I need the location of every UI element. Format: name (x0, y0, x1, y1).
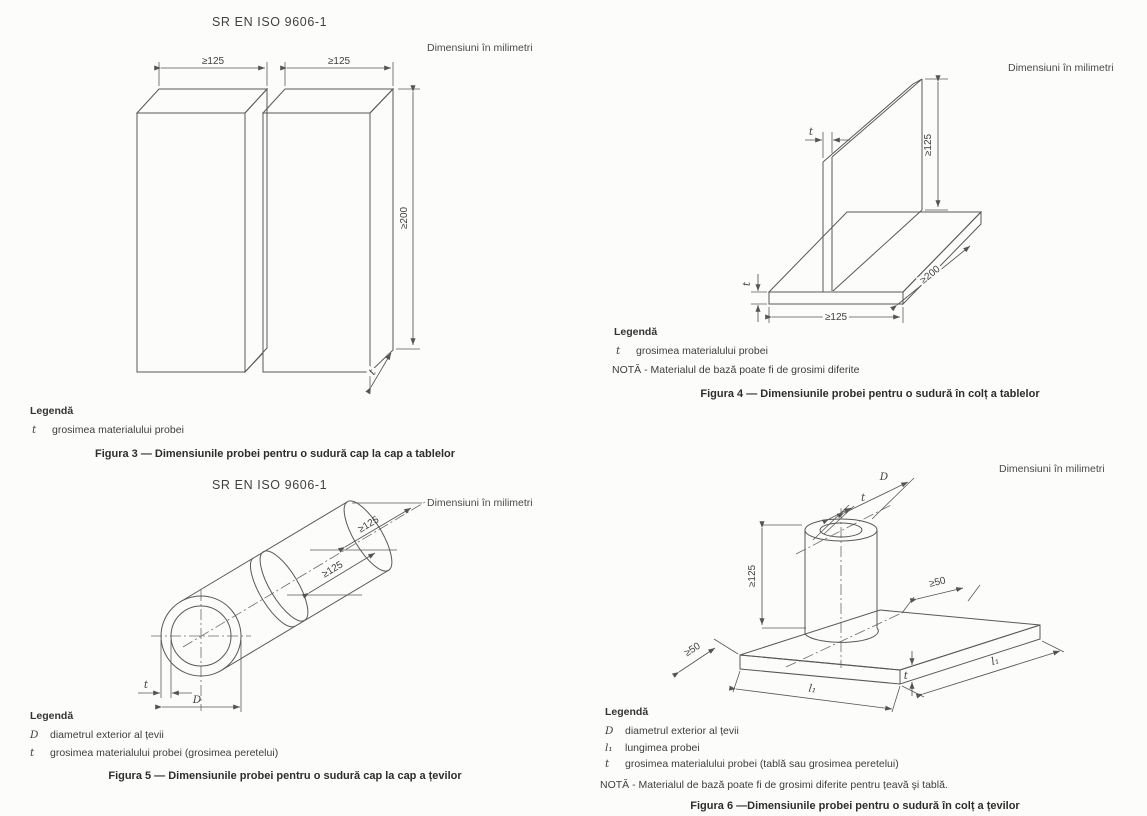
fig6-dim-edge-left: ≥50 (682, 640, 703, 660)
fig3-dim-width-left: ≥125 (201, 56, 225, 67)
fig4-legend-item (616, 343, 768, 359)
fig6-legend-item-t (605, 756, 899, 772)
figure5-pipe (151, 495, 425, 711)
dim-note-fig3: Dimensiuni în milimetri (427, 42, 533, 54)
fig6-legend-symbol-l1: l₁ (605, 742, 613, 754)
standard-reference-top: SR EN ISO 9606-1 (212, 15, 328, 29)
fig5-legend-text-d: diametrul exterior al țevii (50, 729, 164, 741)
fig6-legend-symbol-d: D (605, 725, 614, 737)
figure4-tjoint (769, 79, 981, 304)
fig5-dim-diameter: D (192, 694, 202, 706)
fig5-legend-item-d (30, 727, 164, 743)
dim-note-fig5: Dimensiuni în milimetri (427, 497, 533, 509)
fig5-caption: Figura 5 — Dimensiunile probei pentru o sudură cap la cap a țevilor (108, 770, 462, 782)
fig4-dim-width: ≥125 (824, 312, 848, 323)
fig6-dim-length-bottom: l₁ (807, 682, 817, 696)
fig5-dim-segment1: ≥125 (356, 514, 382, 536)
fig3-dim-height: ≥200 (399, 206, 410, 230)
fig6-legend-text-t: grosimea materialului probei (tablă sau grosimea peretelui) (625, 758, 899, 770)
dim-note-fig6: Dimensiuni în milimetri (999, 463, 1105, 475)
fig6-dim-height: ≥125 (747, 564, 758, 588)
fig6-legend-item-d (605, 723, 739, 739)
figure4-drawing (600, 60, 1140, 325)
figure6-dimensions (679, 471, 1064, 712)
figure3-blocks (137, 89, 393, 372)
fig4-note: NOTĂ - Materialul de bază poate fi de grosimi diferite (612, 364, 860, 376)
fig4-legend-title: Legendă (614, 326, 658, 338)
fig4-dim-depth: ≥200 (918, 263, 943, 287)
fig3-legend-item (32, 422, 184, 438)
figure3-drawing (20, 0, 540, 470)
fig3-legend-text: grosimea materialului probei (52, 424, 184, 436)
fig6-dim-wall-thickness: t (861, 492, 866, 504)
fig5-legend-symbol-t: t (30, 747, 35, 759)
figure4-dimensions (741, 79, 970, 323)
fig5-dim-segment2: ≥125 (320, 559, 346, 581)
fig5-legend-text-t: grosimea materialului probei (grosimea peretelui) (50, 747, 279, 759)
fig6-legend-text-l1: lungimea probei (625, 742, 700, 754)
fig6-dim-diameter: D (879, 471, 889, 483)
fig5-legend-symbol-d: D (30, 729, 39, 741)
fig6-note: NOTĂ - Materialul de bază poate fi de grosimi diferite pentru țeavă şi tablă. (600, 779, 948, 791)
fig4-dim-height: ≥125 (923, 133, 934, 157)
fig5-legend-item-t (30, 745, 278, 761)
fig6-caption: Figura 6 —Dimensiunile probei pentru o sudură în colț a țevilor (690, 800, 1020, 812)
figure6-drawing (600, 470, 1140, 715)
fig6-legend-item-l1 (605, 740, 700, 756)
fig5-legend-title: Legendă (30, 710, 74, 722)
fig3-legend-title: Legendă (30, 405, 74, 417)
fig4-dim-web-thickness: t (808, 126, 814, 138)
fig3-dim-thickness: t (366, 367, 379, 378)
figure3-dimensions (159, 56, 420, 394)
fig3-caption: Figura 3 — Dimensiunile probei pentru o sudură cap la cap a tablelor (94, 448, 456, 460)
fig6-dim-edge-right: ≥50 (928, 575, 947, 590)
fig6-dim-plate-thickness: t (903, 670, 908, 682)
fig3-dim-width-right: ≥125 (327, 56, 351, 67)
fig5-dim-wall-thickness: t (143, 679, 149, 691)
figure5-dimensions (138, 503, 422, 712)
fig4-legend-text: grosimea materialului probei (636, 345, 768, 357)
fig4-legend-symbol: t (616, 345, 621, 357)
fig3-legend-symbol: t (32, 424, 37, 436)
fig6-legend-symbol-t: t (605, 758, 610, 770)
fig4-dim-base-thickness: t (741, 281, 753, 287)
fig6-legend-title: Legendă (605, 706, 649, 718)
standard-reference-bottom: SR EN ISO 9606-1 (212, 478, 328, 492)
fig6-dim-length-right: l₁ (989, 654, 1001, 668)
fig6-legend-text-d: diametrul exterior al țevii (625, 725, 739, 737)
dim-note-fig4: Dimensiuni în milimetri (1008, 62, 1114, 74)
figure5-drawing (40, 495, 510, 730)
fig4-caption: Figura 4 — Dimensiunile probei pentru o sudură în colț a tablelor (700, 388, 1040, 400)
